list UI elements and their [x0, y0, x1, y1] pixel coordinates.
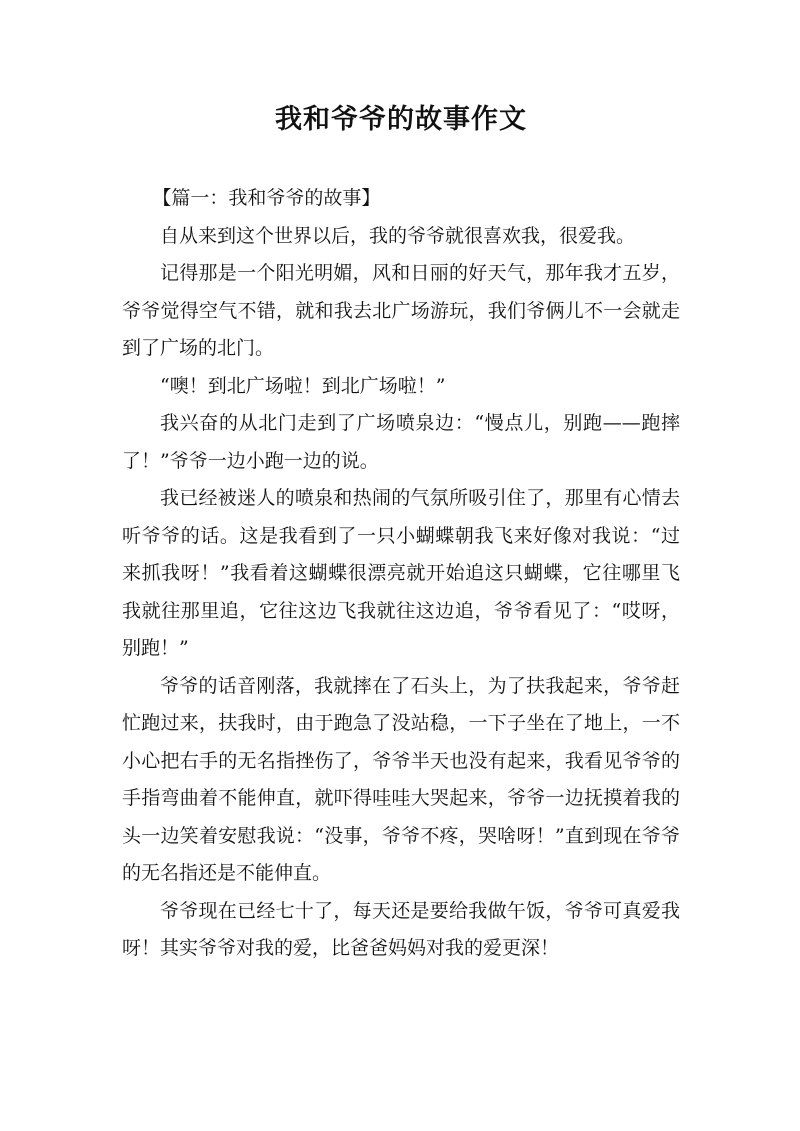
paragraph-2: 记得那是一个阳光明媚，风和日丽的好天气，那年我才五岁，爷爷觉得空气不错，就和我去北广场游玩，我们爷俩儿不一会就走到了广场的北门。	[122, 262, 680, 359]
paragraph-4: 我兴奋的从北门走到了广场喷泉边：“慢点儿，别跑——跑摔了！”爷爷一边小跑一边的说。	[122, 412, 680, 472]
section-heading: 【篇一：我和爷爷的故事】	[152, 187, 381, 209]
document-title: 我和爷爷的故事作文	[275, 104, 527, 135]
paragraph-7: 爷爷现在已经七十了，每天还是要给我做午饭，爷爷可真爱我呀！其实爷爷对我的爱，比爸爸妈妈对我的爱更深！	[122, 899, 680, 959]
paragraph-5: 我已经被迷人的喷泉和热闹的气氛所吸引住了，那里有心情去听爷爷的话。这是我看到了一只小蝴蝶朝我飞来好像对我说：“过来抓我呀！”我看着这蝴蝶很漂亮就开始追这只蝴蝶，它往哪里飞我就往那里追，它往这边飞我就往这边追，爷爷看见了：“哎呀，别跑！”	[122, 487, 680, 659]
paragraph-6: 爷爷的话音刚落，我就摔在了石头上，为了扶我起来，爷爷赶忙跑过来，扶我时，由于跑急了没站稳，一下子坐在了地上，一不小心把右手的无名指挫伤了，爷爷半天也没有起来，我看见爷爷的手指弯曲着不能伸直，就吓得哇哇大哭起来，爷爷一边抚摸着我的头一边笑着安慰我说：“没事，爷爷不疼，哭啥呀！”直到现在爷爷的无名指还是不能伸直。	[122, 674, 680, 884]
document-body	[122, 180, 680, 968]
paragraph-3: “噢！到北广场啦！到北广场啦！”	[160, 374, 446, 397]
paragraph-1: 自从来到这个世界以后，我的爷爷就很喜欢我，很爱我。	[160, 224, 636, 247]
